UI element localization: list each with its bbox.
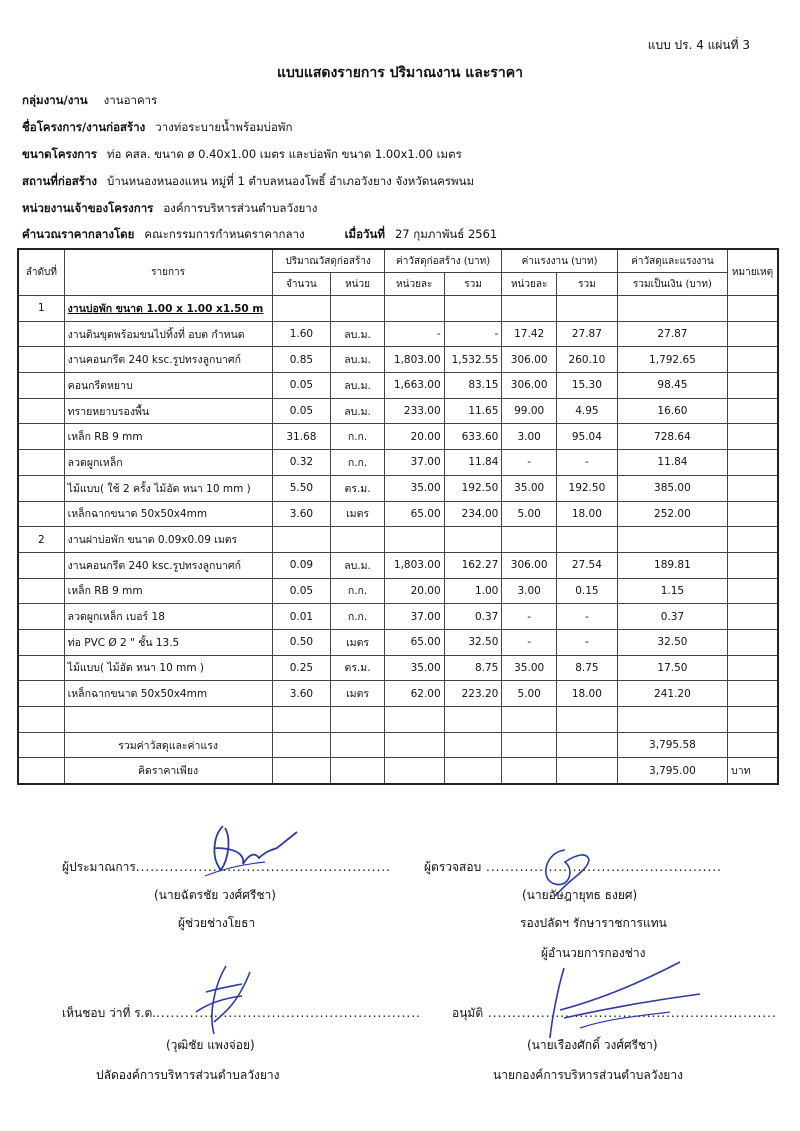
cell-item: ไม้แบบ( ใช้ 2 ครั้ง ไม้อัด หนา 10 mm ) (64, 475, 272, 501)
cell-total: 252.00 (617, 501, 727, 527)
info-size (22, 146, 462, 164)
cell-lsum: 95.04 (556, 424, 617, 450)
section-no: 1 (18, 296, 64, 322)
estimator-line: ผู้ประมาณการ..................................................... (62, 860, 391, 874)
cell-lsum: 15.30 (556, 373, 617, 399)
cell-item: เหล็ก RB 9 mm (64, 578, 272, 604)
cell-lsum: 0.15 (556, 578, 617, 604)
agree-label: เห็นชอบ ว่าที่ ร.ต. (62, 1006, 157, 1020)
info-location (22, 173, 474, 191)
boq-table (17, 248, 779, 785)
section-title: งานบ่อพัก ขนาด 1.00 x 1.00 x1.50 m (67, 302, 264, 315)
cell-unit: เมตร (331, 629, 385, 655)
cell-total: 0.37 (617, 604, 727, 630)
cell-mprice: 65.00 (384, 629, 444, 655)
agree-signature-icon (186, 962, 256, 1042)
cell-unit: ลบ.ม. (331, 347, 385, 373)
table-row (18, 450, 778, 476)
cell-lsum: 18.00 (556, 681, 617, 707)
cell-lsum: - (556, 604, 617, 630)
checker-name: (นายอัษฎายุทธ ธงยศ) (522, 888, 638, 902)
cell-lprice: 5.00 (502, 501, 557, 527)
cell-msum: 633.60 (444, 424, 502, 450)
cell-unit: ก.ก. (331, 424, 385, 450)
cell-lsum: 27.87 (556, 321, 617, 347)
table-row (18, 681, 778, 707)
cell-mprice: 233.00 (384, 398, 444, 424)
header-qty: จำนวน (272, 273, 331, 296)
cell-qty: 0.32 (272, 450, 331, 476)
estimator-title: ผู้ช่วยช่างโยธา (178, 916, 256, 930)
cell-lsum: 18.00 (556, 501, 617, 527)
cell-qty: 0.09 (272, 552, 331, 578)
approve-line: อนุมัติ ............................................................ (452, 1006, 777, 1020)
cell-msum: 1.00 (444, 578, 502, 604)
cell-msum: 83.15 (444, 373, 502, 399)
date-label: เมื่อวันที่ (344, 227, 385, 241)
approve-signature-icon (520, 958, 710, 1048)
cell-qty: 0.50 (272, 629, 331, 655)
approve-label: อนุมัติ (452, 1006, 484, 1020)
table-body (18, 296, 778, 785)
cell-lsum: 192.50 (556, 475, 617, 501)
header-labor-cost: ค่าแรงงาน (บาท) (502, 249, 617, 273)
estimator-label: ผู้ประมาณการ (62, 860, 136, 874)
cell-total: 27.87 (617, 321, 727, 347)
header-remark: หมายเหตุ (728, 249, 778, 296)
approve-name: (นายเรืองศักดิ์ วงศ์ศรีชา) (527, 1038, 658, 1052)
cell-item: งานดินขุดพร้อมขนไปทิ้งที่ อบต กำหนด (64, 321, 272, 347)
cell-lprice: 35.00 (502, 655, 557, 681)
checker-label: ผู้ตรวจสอบ (424, 860, 482, 874)
agree-name: (วุฒิชัย แพงจ่อย) (166, 1038, 255, 1052)
cell-msum: 0.37 (444, 604, 502, 630)
estimator-name: (นายฉัตรชัย วงศ์ศรีชา) (154, 888, 276, 902)
project-value: วางท่อระบายน้ำพร้อมบ่อพัก (155, 120, 293, 134)
cell-total: 189.81 (617, 552, 727, 578)
header-no: ลำดับที่ (18, 249, 64, 296)
cell-mprice: - (384, 321, 444, 347)
header-labor-unit: หน่วยละ (502, 273, 557, 296)
cell-lprice: - (502, 629, 557, 655)
cell-lsum: - (556, 629, 617, 655)
cell-lprice: 306.00 (502, 347, 557, 373)
cell-msum: 8.75 (444, 655, 502, 681)
date-value: 27 กุมภาพันธ์ 2561 (394, 227, 498, 241)
cell-total: 11.84 (617, 450, 727, 476)
cell-lsum: 260.10 (556, 347, 617, 373)
cell-mprice: 37.00 (384, 604, 444, 630)
cell-lsum: 8.75 (556, 655, 617, 681)
cell-item: เหล็กฉากขนาด 50x50x4mm (64, 501, 272, 527)
table-row (18, 321, 778, 347)
cell-total: 1.15 (617, 578, 727, 604)
cell-msum: 234.00 (444, 501, 502, 527)
agree-title: ปลัดองค์การบริหารส่วนตำบลวังยาง (96, 1068, 280, 1082)
table-row (18, 373, 778, 399)
cell-msum: 11.65 (444, 398, 502, 424)
cell-lprice: - (502, 450, 557, 476)
section-row (18, 527, 778, 553)
cell-lsum: 4.95 (556, 398, 617, 424)
table-row (18, 655, 778, 681)
cell-msum: 192.50 (444, 475, 502, 501)
agree-line: เห็นชอบ ว่าที่ ร.ต........................................................ (62, 1006, 421, 1020)
cell-item: ไม้แบบ( ไม้อัด หนา 10 mm ) (64, 655, 272, 681)
info-project (22, 119, 292, 137)
cell-total: 16.60 (617, 398, 727, 424)
cell-unit: ลบ.ม. (331, 552, 385, 578)
cell-unit: ก.ก. (331, 604, 385, 630)
cell-qty: 3.60 (272, 501, 331, 527)
cell-total: 1,792.65 (617, 347, 727, 373)
cell-total: 98.45 (617, 373, 727, 399)
cell-unit: เมตร (331, 501, 385, 527)
checker-title-2: ผู้อำนวยการกองช่าง (541, 946, 646, 960)
total-label: รวมค่าวัสดุและค่าแรง (64, 732, 272, 758)
cell-qty: 0.05 (272, 578, 331, 604)
cell-item: งานคอนกรีต 240 ksc.รูปทรงลูกบาศก์ (64, 552, 272, 578)
cell-msum: 32.50 (444, 629, 502, 655)
cell-mprice: 35.00 (384, 655, 444, 681)
owner-label: หน่วยงานเจ้าของโครงการ (22, 201, 154, 215)
cell-qty: 0.85 (272, 347, 331, 373)
cell-msum: - (444, 321, 502, 347)
cell-lprice: 3.00 (502, 578, 557, 604)
final-row (18, 758, 778, 784)
project-label: ชื่อโครงการ/งานก่อสร้าง (22, 120, 146, 134)
blank-row (18, 707, 778, 733)
cell-item: เหล็ก RB 9 mm (64, 424, 272, 450)
header-unit: หน่วย (331, 273, 385, 296)
header-material-qty: ปริมาณวัสดุก่อสร้าง (272, 249, 384, 273)
cell-lsum: 27.54 (556, 552, 617, 578)
final-label: คิดราคาเพียง (64, 758, 272, 784)
final-value: 3,795.00 (617, 758, 727, 784)
size-value: ท่อ คสล. ขนาด ø 0.40x1.00 เมตร และบ่อพัก ขนาด 1.00x1.00 เมตร (106, 147, 462, 161)
cell-lprice: 17.42 (502, 321, 557, 347)
location-label: สถานที่ก่อสร้าง (22, 174, 98, 188)
cell-unit: ตร.ม. (331, 655, 385, 681)
document-title: แบบแสดงรายการ ปริมาณงาน และราคา (277, 65, 523, 81)
header-sum: รวม (444, 273, 502, 296)
header-item: รายการ (64, 249, 272, 296)
cell-item: ท่อ PVC Ø 2 " ชั้น 13.5 (64, 629, 272, 655)
cell-msum: 162.27 (444, 552, 502, 578)
cell-mprice: 35.00 (384, 475, 444, 501)
group-value: งานอาคาร (103, 93, 158, 107)
cell-unit: ก.ก. (331, 578, 385, 604)
cell-total: 17.50 (617, 655, 727, 681)
owner-value: องค์การบริหารส่วนตำบลวังยาง (163, 201, 318, 215)
calc-value: คณะกรรมการกำหนดราคากลาง (144, 227, 305, 241)
cell-total: 32.50 (617, 629, 727, 655)
cell-item: ลวดผูกเหล็ก เบอร์ 18 (64, 604, 272, 630)
table-row (18, 424, 778, 450)
table-header-row-1 (18, 249, 778, 273)
cell-lprice: 35.00 (502, 475, 557, 501)
cell-total: 728.64 (617, 424, 727, 450)
table-row (18, 552, 778, 578)
cell-qty: 0.05 (272, 398, 331, 424)
cell-lsum: - (556, 450, 617, 476)
cell-item: ทรายหยาบรองพื้น (64, 398, 272, 424)
cell-unit: ตร.ม. (331, 475, 385, 501)
cell-lprice: 306.00 (502, 552, 557, 578)
header-total-money: รวมเป็นเงิน (บาท) (617, 273, 727, 296)
size-label: ขนาดโครงการ (22, 147, 97, 161)
cell-total: 385.00 (617, 475, 727, 501)
cell-mprice: 62.00 (384, 681, 444, 707)
cell-lprice: 5.00 (502, 681, 557, 707)
location-value: บ้านหนองหนองแหน หมู่ที่ 1 ตำบลหนองโพธิ์ อำเภอวังยาง จังหวัดนครพนม (107, 174, 475, 188)
table-row (18, 475, 778, 501)
header-labor-sum: รวม (556, 273, 617, 296)
cell-item: ลวดผูกเหล็ก (64, 450, 272, 476)
cell-item: งานคอนกรีต 240 ksc.รูปทรงลูกบาศก์ (64, 347, 272, 373)
calc-label: คำนวณราคากลางโดย (22, 227, 135, 241)
info-group (22, 92, 157, 110)
checker-title: รองปลัดฯ รักษาราชการแทน (520, 916, 667, 930)
info-owner (22, 200, 317, 218)
estimator-signature-icon (185, 818, 305, 888)
cell-unit: ลบ.ม. (331, 321, 385, 347)
cell-qty: 0.01 (272, 604, 331, 630)
cell-msum: 223.20 (444, 681, 502, 707)
group-label: กลุ่มงาน/งาน (22, 93, 88, 107)
cell-lprice: - (502, 604, 557, 630)
cell-mprice: 20.00 (384, 424, 444, 450)
cell-mprice: 37.00 (384, 450, 444, 476)
cell-msum: 11.84 (444, 450, 502, 476)
cell-item: เหล็กฉากขนาด 50x50x4mm (64, 681, 272, 707)
info-calc (22, 226, 497, 244)
cell-qty: 0.05 (272, 373, 331, 399)
cell-mprice: 1,803.00 (384, 347, 444, 373)
cell-qty: 0.25 (272, 655, 331, 681)
cell-item: คอนกรีตหยาบ (64, 373, 272, 399)
cell-mprice: 1,663.00 (384, 373, 444, 399)
section-title: งานฝาบ่อพัก ขนาด 0.09x0.09 เมตร (64, 527, 272, 553)
cell-lprice: 3.00 (502, 424, 557, 450)
section-no: 2 (18, 527, 64, 553)
header-unit-price: หน่วยละ (384, 273, 444, 296)
cell-unit: ก.ก. (331, 450, 385, 476)
checker-signature-icon (525, 840, 615, 900)
header-material-cost: ค่าวัสดุก่อสร้าง (บาท) (384, 249, 502, 273)
table-row (18, 347, 778, 373)
final-unit: บาท (728, 758, 778, 784)
cell-qty: 31.68 (272, 424, 331, 450)
total-row (18, 732, 778, 758)
table-row (18, 501, 778, 527)
cell-lprice: 99.00 (502, 398, 557, 424)
cell-qty: 5.50 (272, 475, 331, 501)
cell-mprice: 20.00 (384, 578, 444, 604)
cell-unit: เมตร (331, 681, 385, 707)
cell-qty: 3.60 (272, 681, 331, 707)
table-row (18, 398, 778, 424)
cell-qty: 1.60 (272, 321, 331, 347)
approve-title: นายกองค์การบริหารส่วนตำบลวังยาง (493, 1068, 683, 1082)
section-row (18, 296, 778, 322)
form-number: แบบ ปร. 4 แผ่นที่ 3 (647, 38, 750, 52)
checker-line: ผู้ตรวจสอบ ................................................. (424, 860, 722, 874)
table-row (18, 629, 778, 655)
cell-msum: 1,532.55 (444, 347, 502, 373)
cell-mprice: 65.00 (384, 501, 444, 527)
table-row (18, 578, 778, 604)
total-value: 3,795.58 (617, 732, 727, 758)
cell-lprice: 306.00 (502, 373, 557, 399)
cell-total: 241.20 (617, 681, 727, 707)
header-total-cost: ค่าวัสดุและแรงงาน (617, 249, 727, 273)
cell-unit: ลบ.ม. (331, 398, 385, 424)
cell-unit: ลบ.ม. (331, 373, 385, 399)
cell-mprice: 1,803.00 (384, 552, 444, 578)
table-row (18, 604, 778, 630)
